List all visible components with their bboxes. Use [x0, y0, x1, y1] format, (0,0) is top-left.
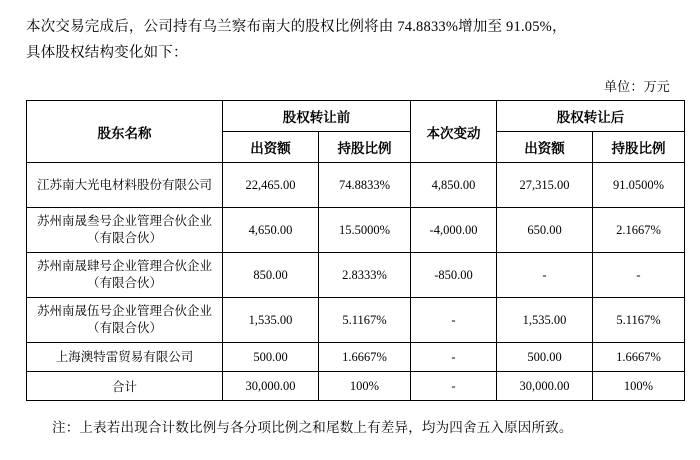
cell-shareholder-name: 上海澳特雷贸易有限公司	[27, 343, 223, 372]
cell-after-ratio: 1.6667%	[593, 343, 685, 372]
cell-total-change: -	[411, 372, 497, 401]
cell-shareholder-name: 苏州南晟伍号企业管理合伙企业（有限合伙）	[27, 298, 223, 343]
table-row	[27, 163, 685, 208]
cell-after-amount: 650.00	[497, 208, 593, 253]
cell-shareholder-name: 苏州南晟肆号企业管理合伙企业（有限合伙）	[27, 253, 223, 298]
cell-change: -850.00	[411, 253, 497, 298]
cell-total-after-ratio: 100%	[593, 372, 685, 401]
cell-before-ratio: 2.8333%	[319, 253, 411, 298]
cell-before-ratio: 5.1167%	[319, 298, 411, 343]
table-row	[27, 298, 685, 343]
header-before-amount: 出资额	[223, 132, 319, 163]
cell-before-ratio: 15.5000%	[319, 208, 411, 253]
table-row	[27, 208, 685, 253]
cell-change: -4,000.00	[411, 208, 497, 253]
cell-before-amount: 22,465.00	[223, 163, 319, 208]
header-before-ratio: 持股比例	[319, 132, 411, 163]
cell-after-amount: 27,315.00	[497, 163, 593, 208]
equity-structure-table	[26, 100, 685, 401]
cell-before-ratio: 74.8833%	[319, 163, 411, 208]
header-shareholder: 股东名称	[27, 101, 223, 163]
cell-after-ratio: 2.1667%	[593, 208, 685, 253]
cell-after-ratio: -	[593, 253, 685, 298]
table-header-row-1	[27, 101, 685, 132]
cell-before-amount: 4,650.00	[223, 208, 319, 253]
cell-shareholder-name: 苏州南晟叁号企业管理合伙企业（有限合伙）	[27, 208, 223, 253]
cell-total-label: 合计	[27, 372, 223, 401]
header-after-amount: 出资额	[497, 132, 593, 163]
table-total-row	[27, 372, 685, 401]
cell-change: -	[411, 298, 497, 343]
cell-before-amount: 1,535.00	[223, 298, 319, 343]
cell-after-ratio: 91.0500%	[593, 163, 685, 208]
cell-change: -	[411, 343, 497, 372]
unit-label: 单位：万元	[603, 79, 670, 94]
cell-total-before-ratio: 100%	[319, 372, 411, 401]
header-before-group: 股权转让前	[223, 101, 411, 132]
cell-total-before-amount: 30,000.00	[223, 372, 319, 401]
cell-total-after-amount: 30,000.00	[497, 372, 593, 401]
table-footnote: 注：上表若出现合计数比例与各分项比例之和尾数上有差异，均为四舍五入原因所致。	[52, 420, 573, 435]
header-change: 本次变动	[411, 101, 497, 163]
cell-shareholder-name: 江苏南大光电材料股份有限公司	[27, 163, 223, 208]
header-after-ratio: 持股比例	[593, 132, 685, 163]
intro-paragraph-line-2: 具体股权结构变化如下：	[26, 45, 188, 61]
header-after-group: 股权转让后	[497, 101, 685, 132]
intro-paragraph-line-1: 本次交易完成后，公司持有乌兰察布南大的股权比例将由 74.8833%增加至 91.05%，	[26, 19, 567, 35]
cell-before-amount: 500.00	[223, 343, 319, 372]
cell-after-amount: 500.00	[497, 343, 593, 372]
table-row	[27, 343, 685, 372]
cell-before-ratio: 1.6667%	[319, 343, 411, 372]
table-row	[27, 253, 685, 298]
cell-change: 4,850.00	[411, 163, 497, 208]
cell-after-ratio: 5.1167%	[593, 298, 685, 343]
cell-after-amount: -	[497, 253, 593, 298]
cell-before-amount: 850.00	[223, 253, 319, 298]
cell-after-amount: 1,535.00	[497, 298, 593, 343]
